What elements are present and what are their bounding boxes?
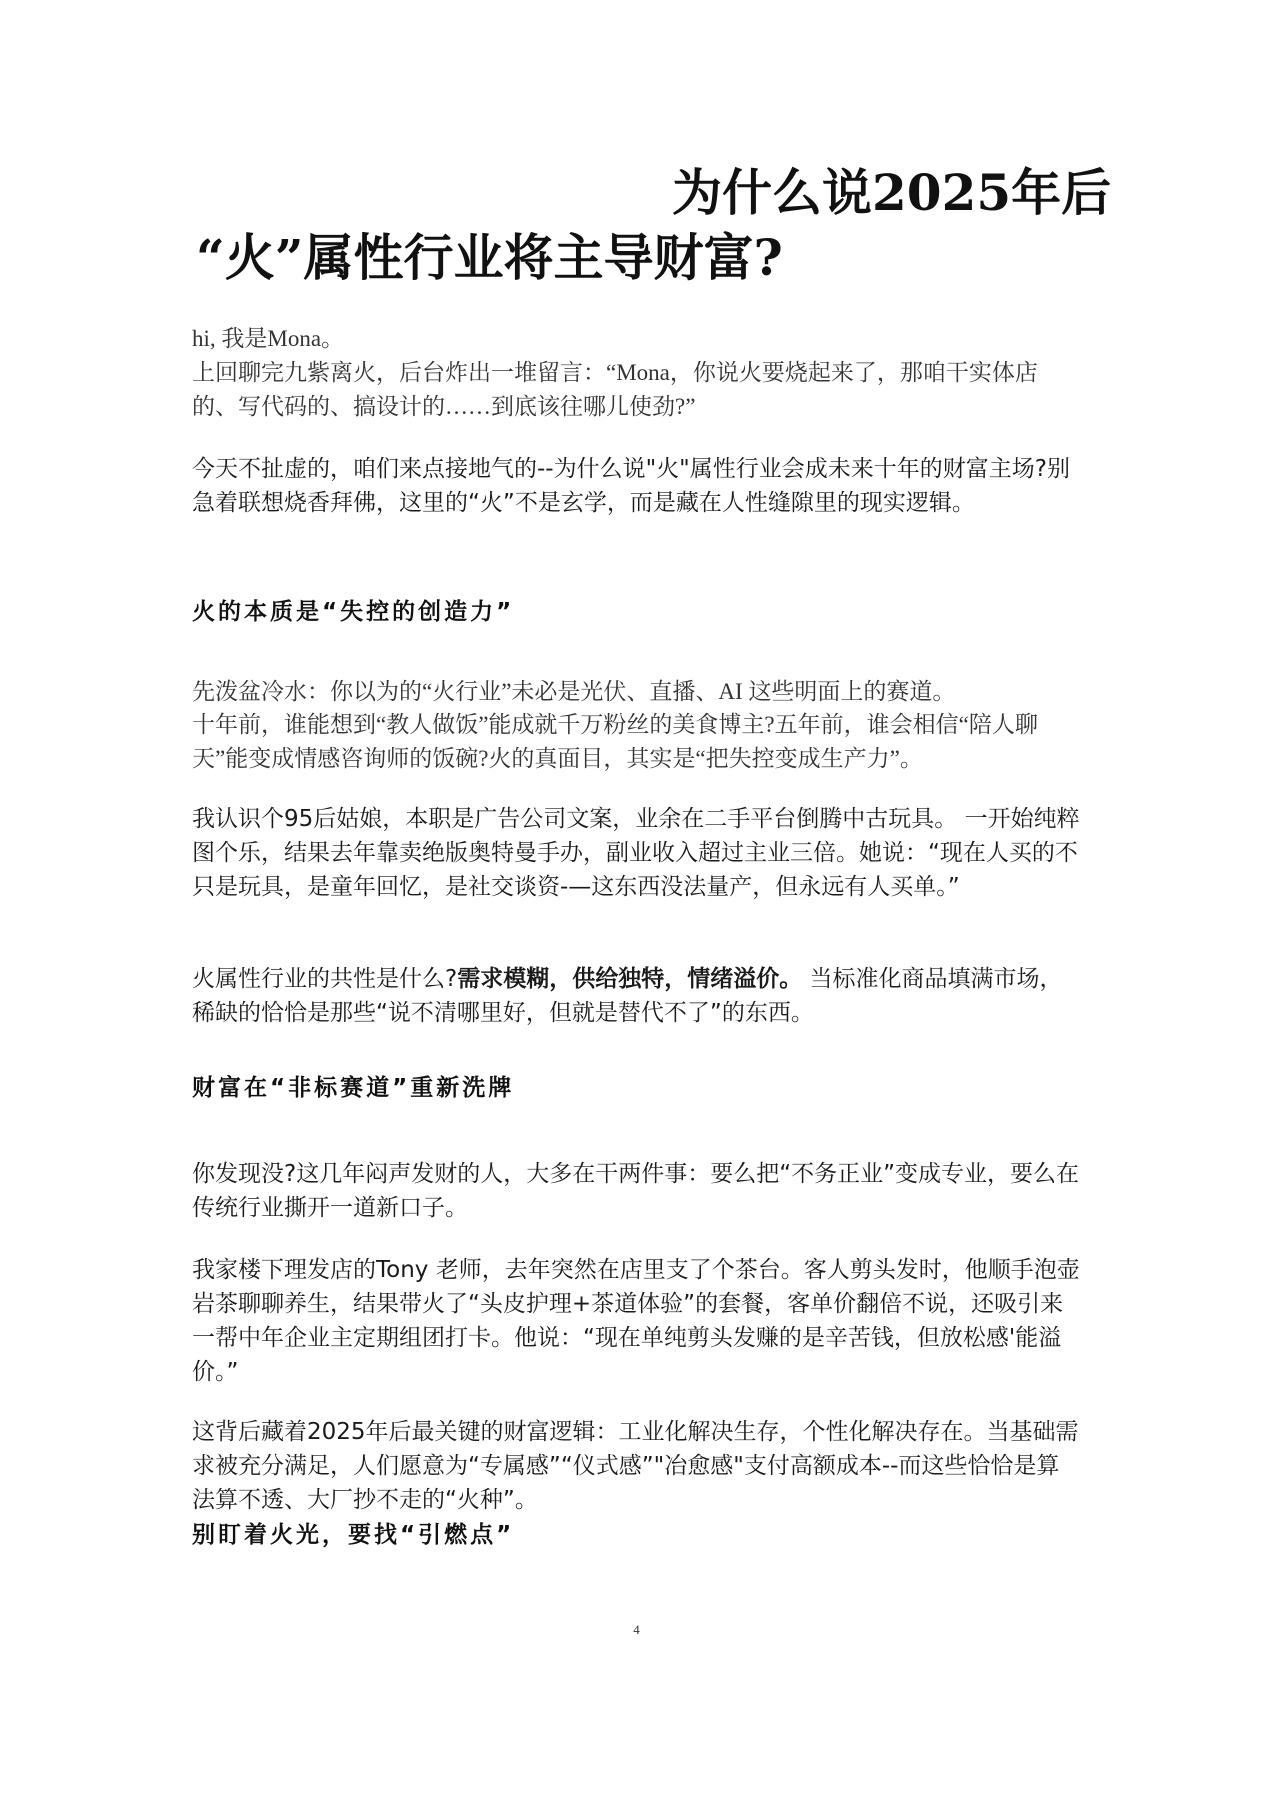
- section-heading-wealth: 财富在“非标赛道”重新洗牌: [192, 1075, 515, 1101]
- section-heading-spark: 别盯着火光，要找“引燃点”: [192, 1522, 515, 1548]
- common-traits-bold: 需求模糊，供给独特，情绪溢价。: [457, 966, 803, 992]
- paragraph-tony-story: 我家楼下理发店的Tony 老师，去年突然在店里支了个茶台。客人剪头发时，他顺手泡壶岩茶聊聊养生，结果带火了“头皮护理+茶道体验”的套餐，客单价翻倍不说，还吸引来一帮中年企业主定期组团打卡。他说：“现在单纯剪头发赚的是辛苦钱，但放松感'能溢价。”: [192, 1257, 1080, 1385]
- page-title-line-2: “火”属性行业将主导财富?: [196, 228, 783, 287]
- page-number: 4: [633, 1622, 640, 1637]
- paragraph-common-traits: [192, 962, 1082, 1030]
- paragraph-decade: 十年前，谁能想到“教人做饭”能成就千万粉丝的美食博主?五年前，谁会相信“陪人聊天”能变成情感咨询师的饭碗?火的真面目，其实是“把失控变成生产力”。: [192, 712, 1038, 771]
- paragraph-cold-water: 先泼盆冷水：你以为的“火行业”未必是光伏、直播、AI 这些明面上的赛道。: [192, 679, 956, 704]
- paragraph-today: 今天不扯虚的，咱们来点接地气的--为什么说"火"属性行业会成未来十年的财富主场?别急着联想烧香拜佛，这里的“火”不是玄学，而是藏在人性缝隙里的现实逻辑。: [192, 456, 1070, 516]
- greeting-paragraph: hi, 我是Mona。: [192, 326, 345, 351]
- paragraph-wealth-logic: 这背后藏着2025年后最关键的财富逻辑：工业化解决生存，个性化解决存在。当基础需求被充分满足，人们愿意为“专属感”“仪式感”"冶愈感"支付高额成本--而这些恰恰是算法算不透、大厂抄不走的“火种”。: [192, 1419, 1079, 1513]
- paragraph-noticed: 你发现没?这几年闷声发财的人，大多在干两件事：要么把“不务正业”变成专业，要么在传统行业撕开一道新口子。: [192, 1161, 1080, 1221]
- common-traits-rest: 当标准化商品填满市场，稀缺的恰恰是那些“说不清哪里好，但就是替代不了”的东西。: [192, 966, 1063, 1026]
- common-traits-lead: 火属性行业的共性是什么?: [192, 966, 458, 992]
- intro-paragraph: 上回聊完九紫离火，后台炸出一堆留言：“Mona，你说火要烧起来了，那咱干实体店的、写代码的、搞设计的……到底该往哪儿使劲?”: [192, 360, 1038, 419]
- section-heading-fire: 火的本质是“失控的创造力”: [192, 599, 515, 625]
- page-title-line-1: 为什么说2025年后: [672, 163, 1112, 222]
- paragraph-girl-story: 我认识个95后姑娘，本职是广告公司文案，业余在二手平台倒腾中古玩具。 一开始纯粹图个乐，结果去年靠卖绝版奥特曼手办，副业收入超过主业三倍。她说：“现在人买的不只是玩具，是童年回忆，是社交谈资-—这东西没法量产，但永远有人买单。”: [192, 806, 1080, 900]
